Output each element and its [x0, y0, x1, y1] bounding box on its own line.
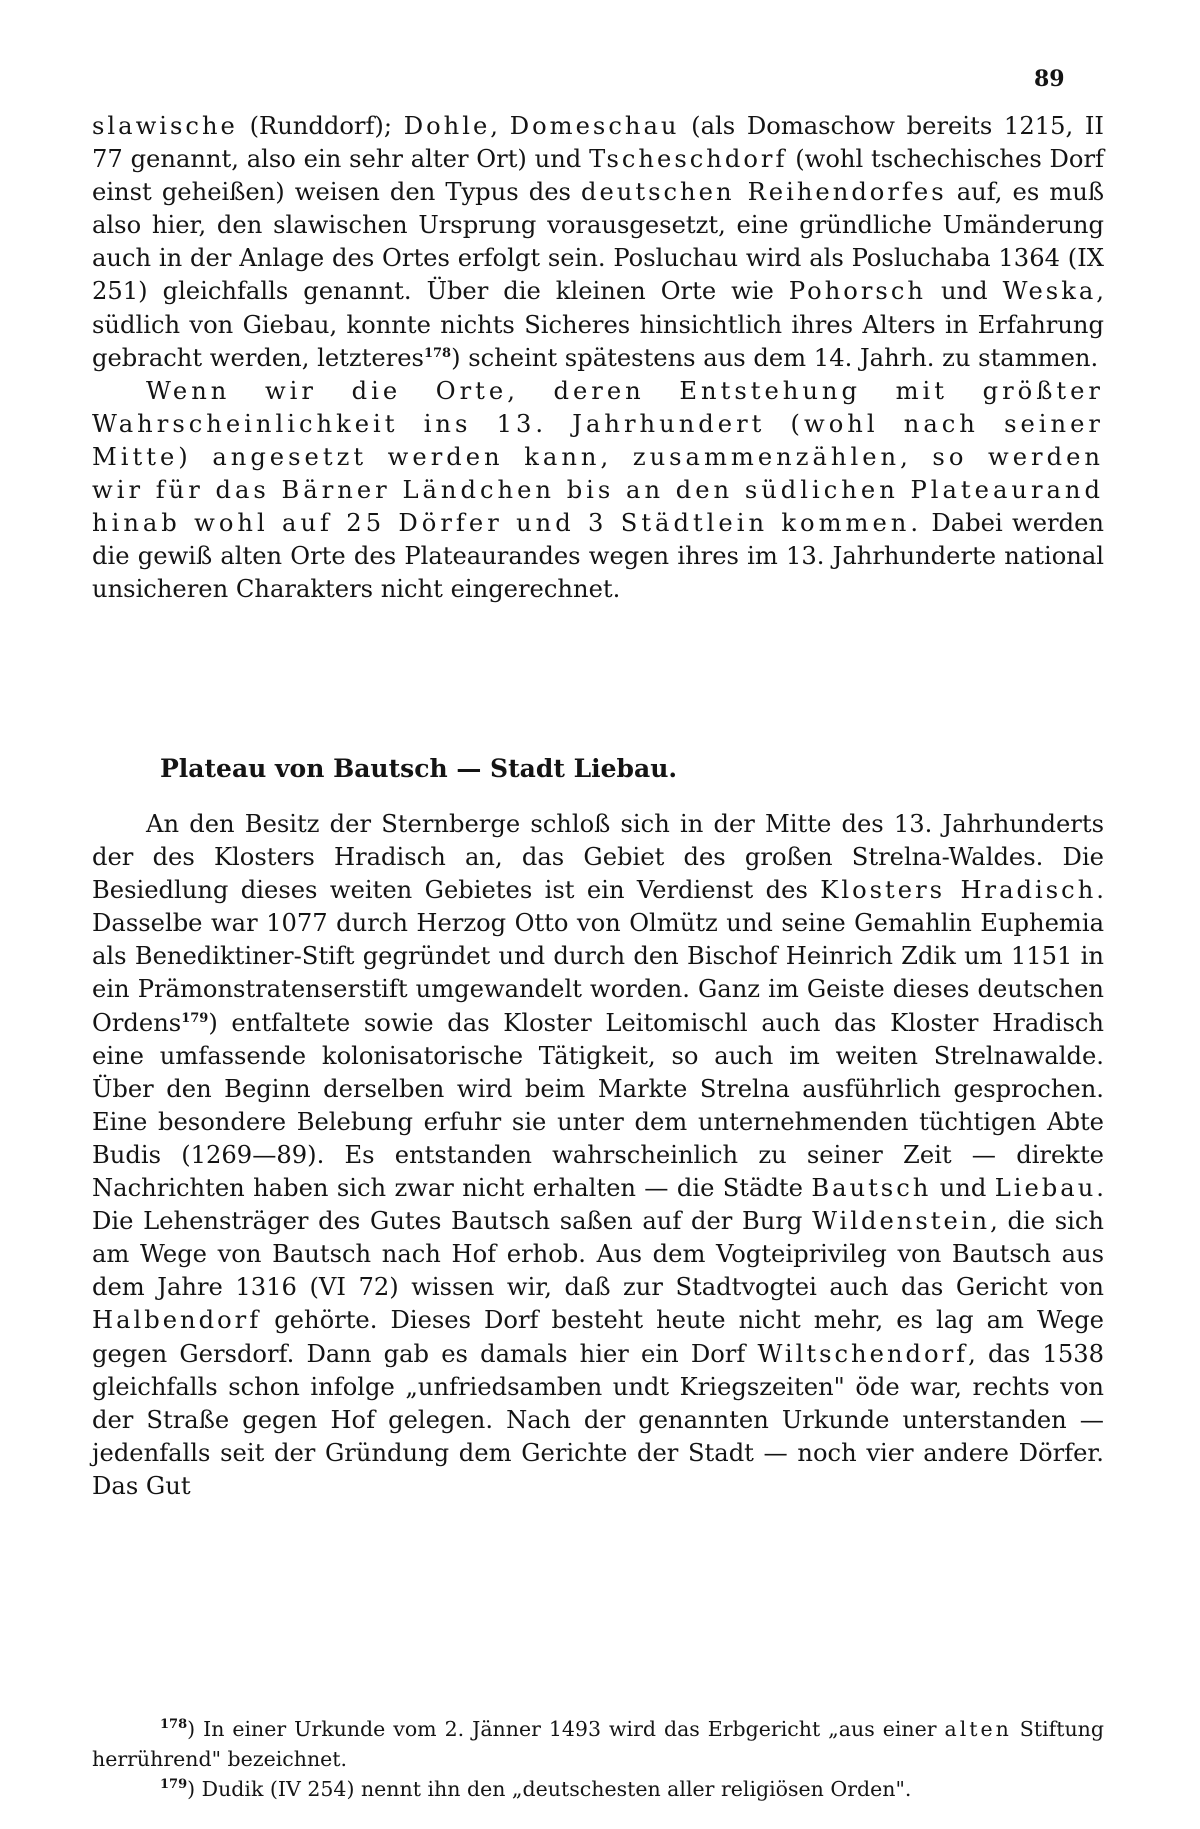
paragraph-text: An den Besitz der Sternberge schloß sich in der Mitte des 13. Jahrhunderts der des Klosters Hradisch an, das Gebiet des großen Strelna-Waldes. Die Besiedlung dieses weiten Gebietes ist ein Verdienst des	[92, 810, 1104, 905]
footnotes	[92, 1714, 1104, 1804]
emphasized-word: slawische	[92, 112, 238, 140]
paragraph-1	[92, 110, 1104, 375]
footnote-text: ) Dudik (IV 254) nennt ihn den „deutschesten aller religiösen Orden".	[187, 1777, 912, 1801]
paragraph-text: , die sich am Wege von Bautsch nach Hof erhob. Aus dem Vogteiprivileg von Bautsch aus dem Jahre 1316 (VI 72) wissen wir, daß zur Stadtvogtei auch das Gericht von	[92, 1207, 1105, 1302]
section-heading-block	[92, 752, 1104, 786]
paragraph-text: . Dasselbe war 1077 durch Herzog Otto von Olmütz und seine Gemahlin Euphemia als Benediktiner-Stift gegründet und durch den Bischof Heinrich Zdik um 1151 in ein Prämonstratenserstift umgewandelt worden. Ganz im Geiste dieses deutschen Ordens	[92, 876, 1104, 1037]
emphasized-word: Bautsch	[811, 1174, 932, 1203]
paragraph-text: ) entfaltete sowie das Kloster Leitomischl auch das Kloster Hradisch eine umfassende kolonisatorische Tätigkeit, so auch im weiten Strelnawalde. Über den Beginn derselben wird beim Markte Strelna ausführlich gesprochen. Eine besondere Belebung erfuhr sie unter dem unternehmenden tüchtigen Abte Budis (1269—89). Es entstanden wahrscheinlich zu seiner Zeit — direkte Nachrichten haben sich zwar nicht erhalten — die Städte	[92, 1008, 1104, 1203]
footnote-179	[92, 1774, 1104, 1804]
footnote-number: 178	[160, 1717, 188, 1733]
paragraph-text: und	[925, 277, 1003, 306]
page-number: 89	[1034, 66, 1065, 92]
emphasized-word: Halbendorf	[92, 1306, 262, 1335]
emphasized-word: Weska	[1002, 277, 1097, 306]
footnote-reference-179: 179	[181, 1010, 209, 1026]
paragraph-text: Dabei werden die gewiß alten Orte des Plateaurandes wegen ihres im 13. Jahrhunderte national unsicheren Charakters nicht eingerechnet.	[92, 509, 1104, 604]
paragraph-text: ,	[490, 112, 510, 140]
body-text-lower	[92, 808, 1104, 1503]
paragraph-2	[92, 375, 1104, 607]
paragraph-text: (wohl tschechisches Dorf einst geheißen) weisen den Typus des	[92, 145, 1104, 207]
footnote-number: 179	[160, 1777, 188, 1793]
emphasized-word: Domeschau	[509, 112, 680, 140]
footnote-text: Stiftung herrührend" bezeichnet.	[92, 1717, 1104, 1771]
emphasized-word: alten	[944, 1717, 1012, 1741]
emphasized-word: Pohorsch	[788, 277, 926, 306]
paragraph-text: . Die Lehensträger des Gutes Bautsch saßen auf der Burg	[92, 1174, 1104, 1236]
emphasized-word: Dohle	[403, 112, 491, 140]
emphasized-word: Tscheschdorf	[589, 145, 788, 174]
paragraph-text: (Runddorf);	[237, 112, 404, 140]
footnote-reference-178: 178	[423, 345, 452, 361]
emphasized-word: Liebau	[994, 1174, 1097, 1203]
paragraph-text: gehörte. Dieses Dorf besteht heute nicht mehr, es lag am Wege gegen Gersdorf. Dann gab es damals hier ein Dorf	[92, 1306, 1104, 1368]
paragraph-text: ) scheint spätestens aus dem 14. Jahrh. zu stammen.	[451, 343, 1099, 372]
section-heading: Plateau von Bautsch — Stadt Liebau.	[160, 754, 678, 783]
paragraph-3	[92, 808, 1104, 1503]
spaced-passage: Wenn wir die Orte, deren Entstehung mit größter Wahrscheinlichkeit ins 13. Jahrhundert (wohl nach seiner Mitte) angesetzt werden kann, zusammenzählen, so werden wir für das Bärner Ländchen bis an den südlichen Plateaurand hinab wohl auf 25 Dörfer und 3 Städtlein kommen.	[92, 376, 1104, 538]
footnote-text: ) In einer Urkunde vom 2. Jänner 1493 wird das Erbgericht „aus einer	[187, 1717, 945, 1741]
paragraph-text: , südlich von Giebau, konnte nichts Sicheres hinsichtlich ihres Alters in Erfahrung gebracht werden, letzteres	[92, 277, 1104, 372]
emphasized-word: Klosters Hradisch	[820, 876, 1097, 905]
emphasized-word: Wildenstein	[812, 1207, 991, 1236]
paragraph-text: auf, es muß also hier, den slawischen Ursprung vorausgesetzt, eine gründliche Umänderung auch in der Anlage des Ortes erfolgt sein. Posluchau wird als Posluchaba 1364 (IX 251) gleichfalls genannt. Über die kleinen Orte wie	[92, 178, 1105, 306]
emphasized-word: deutschen Reihendorfes	[581, 178, 947, 207]
paragraph-text: , das 1538 gleichfalls schon infolge „unfriedsamben undt Kriegszeiten" öde war, rechts von der Straße gegen Hof gelegen. Nach der genannten Urkunde unterstanden — jedenfalls seit der Gründung dem Gerichte der Stadt — noch vier andere Dörfer. Das Gut	[92, 1339, 1104, 1500]
paragraph-text: und	[931, 1174, 995, 1203]
paragraph-text: (als Domaschow bereits 1215, II 77 genannt, also ein sehr alter Ort) und	[92, 112, 1104, 174]
body-text-upper	[92, 110, 1104, 606]
emphasized-word: Wiltschendorf	[757, 1339, 969, 1368]
footnote-178	[92, 1714, 1104, 1774]
